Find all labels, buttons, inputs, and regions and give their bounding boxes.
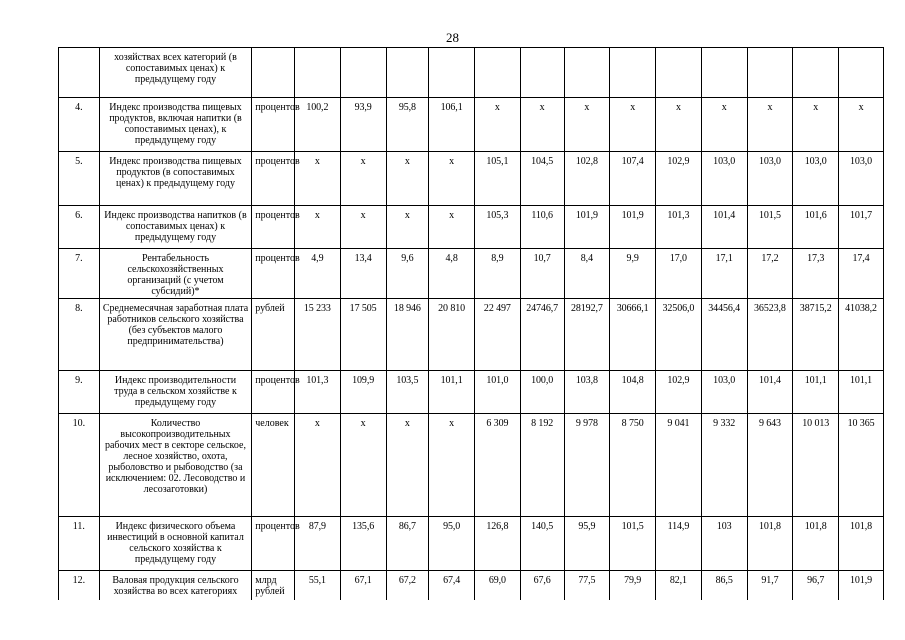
table-row [59,299,884,371]
value-cell: 101,0 [475,371,521,414]
value-cell: х [429,206,475,249]
value-cell: 101,9 [839,571,884,604]
value-cell: 126,8 [475,517,521,571]
value-cell [386,48,429,98]
page-number: 28 [446,30,459,45]
unit-of-measure: процентов [252,152,295,206]
value-cell: х [294,152,340,206]
unit-of-measure: процентов [252,249,295,299]
value-cell: 17,0 [656,249,702,299]
value-cell: 67,2 [386,571,429,604]
value-cell: х [839,98,884,152]
value-cell: х [610,98,656,152]
value-cell: х [429,152,475,206]
value-cell [340,48,386,98]
value-cell: 103,0 [701,152,747,206]
value-cell: х [340,414,386,517]
value-cell: 91,7 [747,571,793,604]
unit-of-measure: процентов [252,371,295,414]
unit-of-measure: человек [252,414,295,517]
value-cell: 9,6 [386,249,429,299]
value-cell: 101,4 [747,371,793,414]
value-cell: 101,9 [610,206,656,249]
row-number: 5. [59,152,100,206]
value-cell: 10 013 [793,414,839,517]
value-cell: 102,9 [656,371,702,414]
value-cell: 86,5 [701,571,747,604]
value-cell: 101,7 [839,206,884,249]
value-cell: х [520,98,564,152]
value-cell: 86,7 [386,517,429,571]
value-cell: 101,1 [839,371,884,414]
value-cell: 17 505 [340,299,386,371]
value-cell: 107,4 [610,152,656,206]
value-cell: х [656,98,702,152]
value-cell: 101,6 [793,206,839,249]
value-cell: х [564,98,610,152]
row-number: 11. [59,517,100,571]
value-cell [520,48,564,98]
value-cell: 41038,2 [839,299,884,371]
value-cell: х [701,98,747,152]
indicator-name: Индекс производительности труда в сельском хозяйстве к предыдущему году [99,371,252,414]
value-cell: 20 810 [429,299,475,371]
value-cell: 109,9 [340,371,386,414]
value-cell: 95,9 [564,517,610,571]
value-cell: 10 365 [839,414,884,517]
indicator-name: Индекс производства пищевых продуктов (в сопоставимых ценах) к предыдущему году [99,152,252,206]
unit-of-measure: процентов [252,98,295,152]
value-cell: 103,0 [747,152,793,206]
indicator-name: Количество высокопроизводительных рабочих мест в секторе сельское, лесное хозяйство, охота, рыболовство и рыбоводство (за исключением: 02. Лесоводство и лесозаготовки) [99,414,252,517]
value-cell: 18 946 [386,299,429,371]
value-cell: 101,8 [747,517,793,571]
value-cell [747,48,793,98]
value-cell: х [793,98,839,152]
value-cell [475,48,521,98]
value-cell: 101,8 [793,517,839,571]
value-cell: х [386,414,429,517]
value-cell: 101,4 [701,206,747,249]
table-row [59,249,884,299]
indicators-table [58,47,884,604]
value-cell: 110,6 [520,206,564,249]
value-cell [429,48,475,98]
value-cell: 135,6 [340,517,386,571]
value-cell: 102,9 [656,152,702,206]
value-cell: 36523,8 [747,299,793,371]
unit-of-measure: рублей [252,299,295,371]
table-row [59,98,884,152]
row-number: 7. [59,249,100,299]
value-cell: 114,9 [656,517,702,571]
value-cell: 101,9 [564,206,610,249]
value-cell: 101,5 [610,517,656,571]
value-cell [294,48,340,98]
indicator-name: хозяйствах всех категорий (в сопоставимых ценах) к предыдущему году [99,48,252,98]
value-cell: 106,1 [429,98,475,152]
value-cell: х [340,152,386,206]
value-cell: 10,7 [520,249,564,299]
value-cell [656,48,702,98]
table-row [59,414,884,517]
value-cell: 103,5 [386,371,429,414]
row-number: 9. [59,371,100,414]
value-cell [701,48,747,98]
value-cell: 82,1 [656,571,702,604]
value-cell: 101,3 [294,371,340,414]
unit-of-measure: процентов [252,517,295,571]
table-row [59,571,884,604]
value-cell: 34456,4 [701,299,747,371]
value-cell: 24746,7 [520,299,564,371]
row-number: 6. [59,206,100,249]
table-row [59,152,884,206]
indicator-name: Валовая продукция сельского хозяйства во всех категориях [99,571,252,604]
row-number: 8. [59,299,100,371]
value-cell: х [386,206,429,249]
row-number: 4. [59,98,100,152]
value-cell: 17,3 [793,249,839,299]
value-cell: 9,9 [610,249,656,299]
table-body [59,48,884,604]
value-cell: 101,8 [839,517,884,571]
value-cell: 17,2 [747,249,793,299]
value-cell: 8 192 [520,414,564,517]
value-cell: 17,1 [701,249,747,299]
value-cell [564,48,610,98]
value-cell: х [294,414,340,517]
indicator-name: Индекс производства напитков (в сопоставимых ценах) к предыдущему году [99,206,252,249]
value-cell: х [340,206,386,249]
value-cell [610,48,656,98]
value-cell: 140,5 [520,517,564,571]
value-cell: 8,9 [475,249,521,299]
value-cell: 100,0 [520,371,564,414]
value-cell: 4,8 [429,249,475,299]
value-cell: 87,9 [294,517,340,571]
indicator-name: Среднемесячная заработная плата работников сельского хозяйства (без субъектов малого предпринимательства) [99,299,252,371]
value-cell: 8 750 [610,414,656,517]
row-number [59,48,100,98]
table-row [59,517,884,571]
value-cell: 9 041 [656,414,702,517]
value-cell: 95,8 [386,98,429,152]
value-cell: 103,0 [839,152,884,206]
value-cell: 101,3 [656,206,702,249]
row-number: 12. [59,571,100,604]
indicator-name: Рентабельность сельскохозяйственных организаций (с учетом субсидий)* [99,249,252,299]
value-cell: х [747,98,793,152]
value-cell: 67,6 [520,571,564,604]
value-cell: 13,4 [340,249,386,299]
value-cell: 105,1 [475,152,521,206]
value-cell: 9 978 [564,414,610,517]
value-cell: 104,5 [520,152,564,206]
unit-of-measure [252,48,295,98]
value-cell: 79,9 [610,571,656,604]
table-row [59,48,884,98]
value-cell: 93,9 [340,98,386,152]
value-cell [839,48,884,98]
page-bottom-margin [0,600,905,640]
value-cell: 100,2 [294,98,340,152]
value-cell: х [429,414,475,517]
unit-of-measure: процентов [252,206,295,249]
value-cell: 69,0 [475,571,521,604]
value-cell [793,48,839,98]
value-cell: 67,1 [340,571,386,604]
unit-of-measure: млрд рублей [252,571,295,604]
value-cell: 95,0 [429,517,475,571]
indicator-name: Индекс физического объема инвестиций в основной капитал сельского хозяйства к предыдущему году [99,517,252,571]
value-cell: 102,8 [564,152,610,206]
table-row [59,371,884,414]
value-cell: х [294,206,340,249]
value-cell: 103,8 [564,371,610,414]
value-cell: 15 233 [294,299,340,371]
value-cell: 9 643 [747,414,793,517]
value-cell: 4,9 [294,249,340,299]
value-cell: 17,4 [839,249,884,299]
row-number: 10. [59,414,100,517]
value-cell: 105,3 [475,206,521,249]
value-cell: 55,1 [294,571,340,604]
value-cell: 103,0 [793,152,839,206]
value-cell: 6 309 [475,414,521,517]
value-cell: 28192,7 [564,299,610,371]
value-cell: х [475,98,521,152]
value-cell: 30666,1 [610,299,656,371]
value-cell: 8,4 [564,249,610,299]
indicator-name: Индекс производства пищевых продуктов, включая напитки (в сопоставимых ценах), к предыдущему году [99,98,252,152]
value-cell: 101,1 [793,371,839,414]
value-cell: 103 [701,517,747,571]
value-cell: 67,4 [429,571,475,604]
value-cell: 96,7 [793,571,839,604]
value-cell: 77,5 [564,571,610,604]
value-cell: 32506,0 [656,299,702,371]
value-cell: 38715,2 [793,299,839,371]
value-cell: 101,5 [747,206,793,249]
value-cell: 104,8 [610,371,656,414]
value-cell: 103,0 [701,371,747,414]
table-row [59,206,884,249]
value-cell: х [386,152,429,206]
value-cell: 101,1 [429,371,475,414]
value-cell: 9 332 [701,414,747,517]
value-cell: 22 497 [475,299,521,371]
